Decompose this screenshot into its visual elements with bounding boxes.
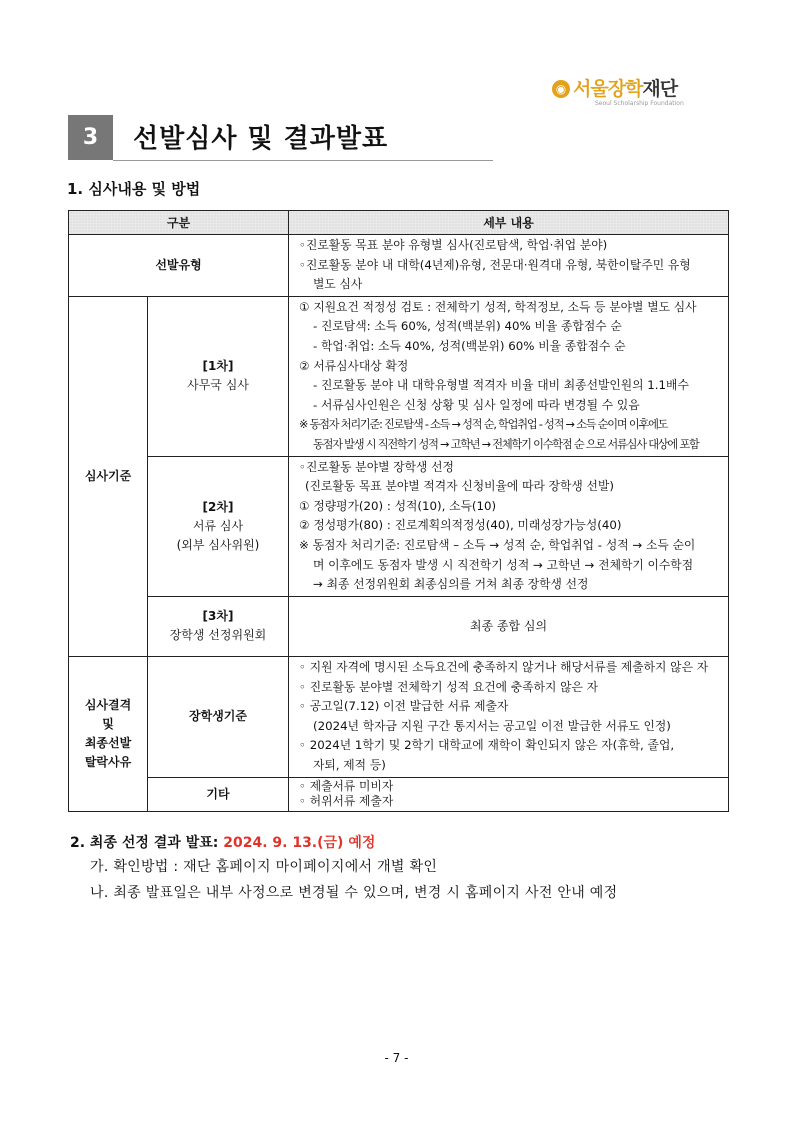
stage3-label: [3차] 장학생 선정위원회 (148, 596, 289, 656)
foundation-logo (552, 78, 684, 107)
label-selection-type: 선발유형 (69, 235, 289, 297)
stage1-label: [1차] 사무국 심사 (148, 296, 289, 456)
review-table (68, 210, 729, 812)
stage2-label: [2차] 서류 심사 (외부 심사위원) (148, 456, 289, 596)
row-selection-type (69, 235, 729, 297)
label-review-criteria: 심사기준 (69, 296, 148, 656)
coin-icon: ◉ (552, 80, 570, 98)
logo-subtitle: Seoul Scholarship Foundation (595, 100, 684, 107)
page-number: - 7 - (384, 1051, 409, 1065)
header-details: 세부 내용 (289, 211, 729, 235)
section-underline (113, 160, 493, 161)
para-check-method: 가. 확인방법 : 재단 홈페이지 마이페이지에서 개별 확인 (90, 859, 438, 875)
row-disq-other (69, 777, 729, 811)
section-title: 선발심사 및 결과발표 (133, 124, 389, 154)
label-disqualification: 심사결격 및 최종선발 탈락사유 (69, 656, 148, 811)
heading-final-result: 2. 최종 선정 결과 발표: 2024. 9. 13.(금) 예정 (70, 835, 376, 851)
label-other: 기타 (148, 777, 289, 811)
other-details: ◦ 제출서류 미비자 ◦ 허위서류 제출자 (289, 777, 729, 811)
stage1-details: ① 지원요건 적정성 검토 : 전체학기 성적, 학적정보, 소득 등 분야별 별도 심사 - 진로탐색: 소득 60%, 성적(백분위) 40% 비율 종합점수 순 - 학업·취업: 소득 40%, 성적(백분위) 60% 비율 종합점수 순 ② 서류심사대상 확정 - 진로활동 분야 내 대학유형별 적격자 비율 대비 최종선발인원의 1.1배수 - 서류심사인원은 신청 상황 및 심사 일정에 따라 변경될 수 있음 ※ 동점자 처리기준: 진로탐색 - 소득 → 성적 순, 학업취업 - 성적 → 소득 순이며 이후에도 동점자 발생 시 직전학기 성적 → 고학년 → 전체학기 이수학점 순 으로 서류심사 대상에 포함 (289, 296, 729, 456)
stage3-content: 최종 종합 심의 (289, 596, 729, 656)
heading-review-method: 1. 심사내용 및 방법 (67, 180, 201, 198)
para-date-change-notice: 나. 최종 발표일은 내부 사정으로 변경될 수 있으며, 변경 시 홈페이지 사전 안내 예정 (90, 885, 618, 901)
row-disq-criteria (69, 656, 729, 777)
table-header-row (69, 211, 729, 235)
selection-type-details: ◦진로활동 목표 분야 유형별 심사(진로탐색, 학업·취업 분야) ◦진로활동 분야 내 대학(4년제)유형, 전문대·원격대 유형, 북한이탈주민 유형 별도 심사 (289, 235, 729, 297)
scholar-criteria-details: ◦ 지원 자격에 명시된 소득요건에 충족하지 않거나 해당서류를 제출하지 않은 자 ◦ 진로활동 분야별 전체학기 성적 요건에 충족하지 않은 자 ◦ 공고일(7.12) 이전 발급한 서류 제출자 (2024년 학자금 지원 구간 통지서는 공고일 이전 발급한 서류도 인정) ◦ 2024년 1학기 및 2학기 대학교에 재학이 확인되지 않은 자(휴학, 졸업, 자퇴, 제적 등) (289, 656, 729, 777)
logo-name: 서울장학재단 (573, 78, 678, 100)
label-scholar-criteria: 장학생기준 (148, 656, 289, 777)
result-date: 2024. 9. 13.(금) 예정 (223, 835, 376, 851)
header-category: 구분 (69, 211, 289, 235)
section-number-badge: 3 (68, 115, 113, 160)
row-stage2 (69, 456, 729, 596)
row-stage3 (69, 596, 729, 656)
row-stage1 (69, 296, 729, 456)
stage2-details: ◦진로활동 분야별 장학생 선정 (진로활동 목표 분야별 적격자 신청비율에 따라 장학생 선발) ① 정량평가(20) : 성적(10), 소득(10) ② 정성평가(80) : 진로계획의적정성(40), 미래성장가능성(40) ※ 동점자 처리기준: 진로탐색 – 소득 → 성적 순, 학업취업 - 성적 → 소득 순이 며 이후에도 동점자 발생 시 직전학기 성적 → 고학년 → 전체학기 이수학점 → 최종 선정위원회 최종심의를 거쳐 최종 장학생 선정 (289, 456, 729, 596)
